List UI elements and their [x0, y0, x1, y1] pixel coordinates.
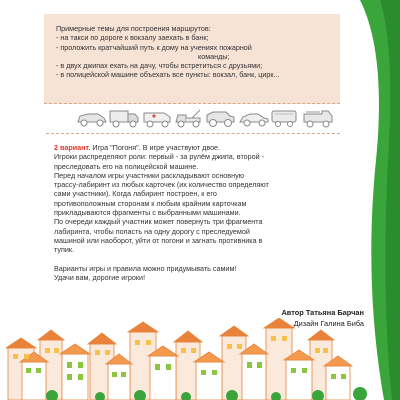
rules-line: По очереди каждый участник может повернуть три фрагмента: [54, 217, 263, 227]
rules-line: сами участники). Когда лабиринт построен, к его: [54, 189, 217, 199]
car-icon: [78, 114, 106, 126]
route-theme-line: - проложить кратчайший путь к дому на учениях пожарной: [56, 42, 252, 52]
tow-truck-icon: [176, 110, 200, 127]
rules-line: трассу-лабиринт из любых карточек (их количество определяют: [54, 180, 269, 190]
rules-line: прикладываются фрагменты с выбранными машинами.: [54, 208, 241, 218]
closing-line: Варианты игры и правила можно придумывать самим!: [54, 263, 237, 273]
variant-heading-line: [54, 143, 324, 152]
route-theme-line: команды;: [198, 51, 230, 61]
city-skyline-illustration: [0, 318, 400, 400]
rules-line: тупик.: [54, 245, 75, 255]
variant-heading: 2 вариант.: [54, 143, 91, 152]
closing-line: Удачи вам, дорогие игроки!: [54, 272, 146, 282]
variant-2-rules: [54, 143, 324, 282]
ambulance-icon: [144, 113, 170, 127]
route-theme-line: - в двух джипах ехать на дачу, чтобы встретиться с друзьями;: [56, 61, 263, 71]
route-theme-line: - в полицейской машине объехать все пункты: вокзал, банк, цирк...: [56, 70, 280, 80]
rules-line: преследовать его на полицейской машине.: [54, 161, 199, 171]
designer-credit: Дизайн Галина Биба: [293, 319, 364, 328]
route-theme-line: - на такси по дороге к вокзалу заехать в банк;: [56, 33, 209, 43]
rules-line: Перед началом игры участники раскладывают основную: [54, 170, 245, 180]
rules-line: Игроки распределяют роли: первый - за рулём джипа, второй -: [54, 152, 265, 162]
route-themes-box: [44, 14, 340, 104]
car-icon: [240, 114, 268, 126]
route-themes-intro: Примерные темы для построения маршрутов:: [56, 24, 211, 33]
truck-icon: [110, 111, 138, 127]
fire-truck-icon: [304, 111, 332, 127]
author-credit: Автор Татьяна Барчан: [281, 308, 364, 317]
vehicle-icons-row: [74, 106, 336, 130]
bus-icon: [272, 111, 296, 127]
jeep-icon: [207, 112, 234, 127]
rules-line: машиной или наоборот, уйти от погони и загнать противника в: [54, 235, 263, 245]
dashed-divider: [46, 133, 340, 134]
rules-line: противоположным сторонам к любым крайним карточкам: [54, 198, 247, 208]
variant-heading-rest: Игра "Погоня". В игре участвуют двое.: [90, 143, 221, 152]
rules-line: лабиринта, чтобы попасть на одну дорогу с преследуемой: [54, 226, 250, 236]
